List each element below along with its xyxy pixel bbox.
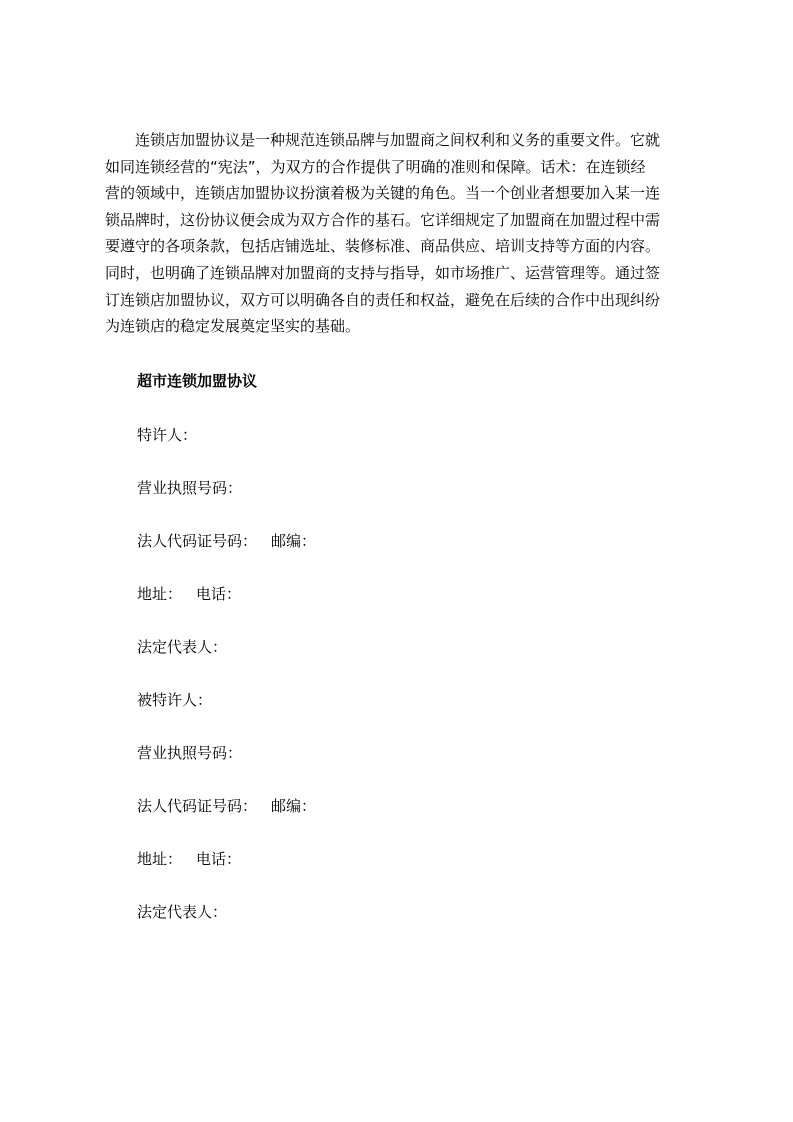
- agreement-title: 超市连锁加盟协议: [137, 372, 258, 390]
- intro-line: 同时，也明确了连锁品牌对加盟商的支持与指导，如市场推广、运营管理等。通过签: [105, 263, 661, 282]
- intro-line: 锁品牌时，这份协议便会成为双方合作的基石。它详细规定了加盟商在加盟过程中需: [105, 210, 661, 229]
- franchisee-address-row: [137, 848, 241, 870]
- franchisor-license-field: 营业执照号码：: [137, 479, 243, 497]
- franchisor-party-field: 特许人：: [137, 426, 198, 444]
- franchisee-postcode-field: 邮编：: [271, 797, 317, 815]
- franchisor-address-row: [137, 583, 241, 605]
- franchisee-phone-field: 电话：: [196, 850, 242, 868]
- franchisee-legal-code-row: [137, 795, 316, 817]
- franchisor-phone-field: 电话：: [196, 585, 242, 603]
- franchisor-legal-code-field: 法人代码证号码：: [137, 532, 258, 550]
- intro-line: 营的领域中，连锁店加盟协议扮演着极为关键的角色。当一个创业者想要加入某一连: [105, 184, 661, 203]
- franchisee-legal-code-field: 法人代码证号码：: [137, 797, 258, 815]
- intro-line: 如同连锁经营的“宪法”，为双方的合作提供了明确的准则和保障。话术：在连锁经: [105, 157, 646, 176]
- franchisee-party-field: 被特许人：: [137, 691, 213, 709]
- intro-paragraph: [105, 127, 695, 340]
- franchisor-representative-field: 法定代表人：: [137, 638, 228, 656]
- intro-line: 订连锁店加盟协议，双方可以明确各自的责任和权益，避免在后续的合作中出现纠纷: [105, 290, 661, 309]
- intro-line: 要遵守的各项条款，包括店铺选址、装修标准、商品供应、培训支持等方面的内容。: [105, 237, 661, 256]
- franchisor-address-field: 地址：: [137, 585, 183, 603]
- franchisee-license-field: 营业执照号码：: [137, 744, 243, 762]
- intro-line: 为连锁店的稳定发展奠定坚实的基础。: [105, 317, 361, 336]
- franchisor-postcode-field: 邮编：: [271, 532, 317, 550]
- franchisor-legal-code-row: [137, 530, 316, 552]
- franchisee-address-field: 地址：: [137, 850, 183, 868]
- intro-line: 连锁店加盟协议是一种规范连锁品牌与加盟商之间权利和义务的重要文件。它就: [135, 131, 661, 149]
- franchisee-representative-field: 法定代表人：: [137, 903, 228, 921]
